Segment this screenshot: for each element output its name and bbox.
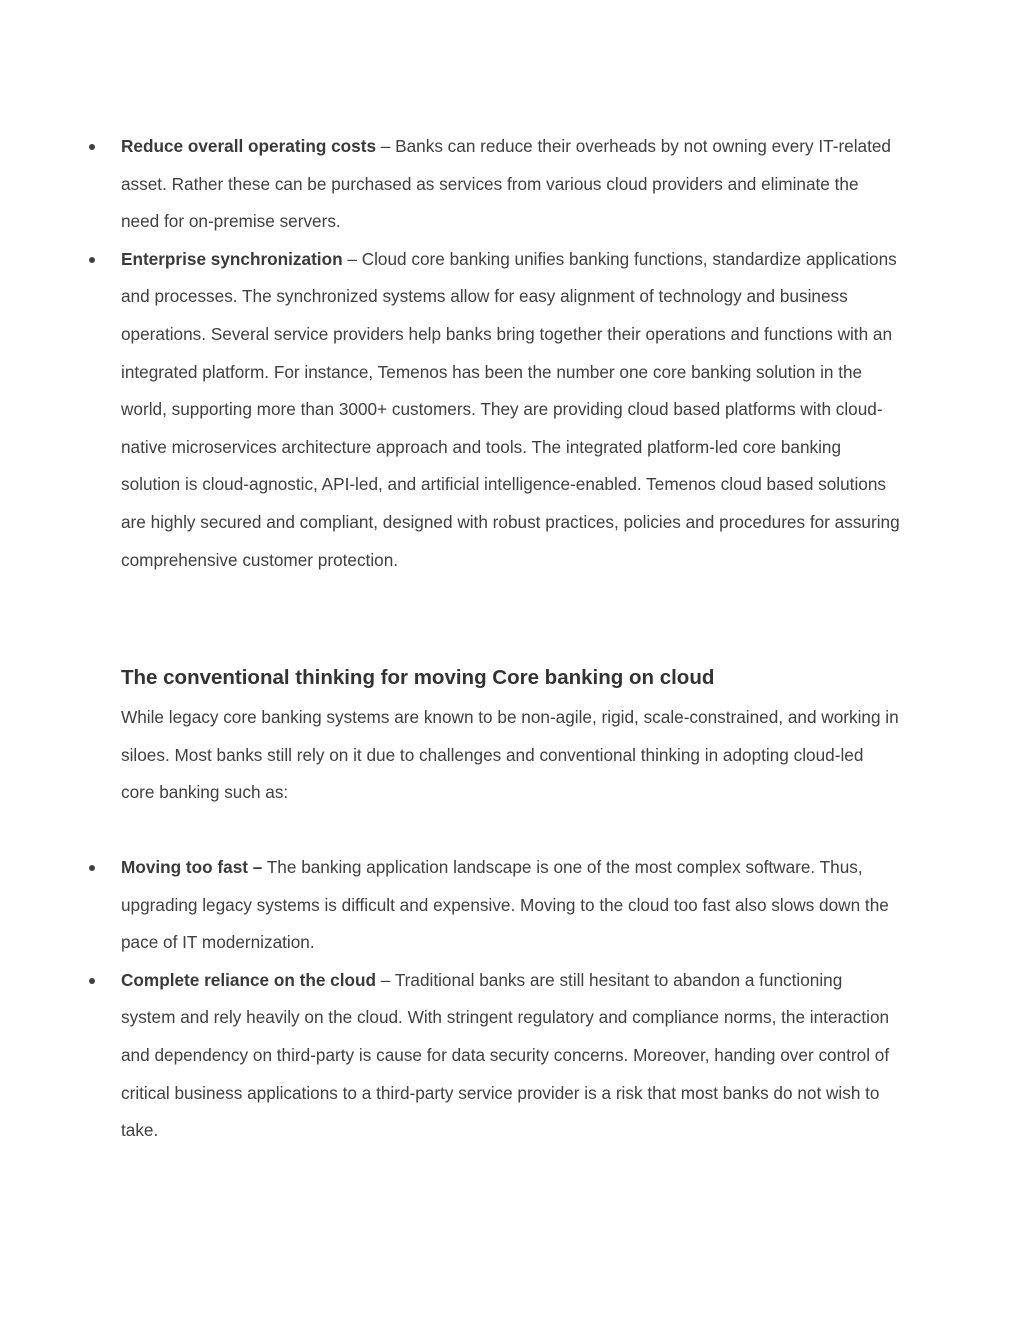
list-item [0,849,901,962]
section-intro: While legacy core banking systems are known to be non-agile, rigid, scale-constrained, and working in siloes. Most banks still rely on it due to challenges and conventional thinking in adopting cloud-led core banking such as: [121,707,899,803]
item-separator: – [342,248,362,269]
item-title: Reduce overall operating costs [121,136,377,156]
item-text: Traditional banks are still hesitant to abandon a functioning system and rely heavily on the cloud. With stringent regulatory and compliance norms, the interaction and dependency on third-party is cause for data security concerns. Moreover, handing over control of critical business applications to a third-party service provider is a risk that most banks do not wish to take. [121,969,890,1141]
bullet-icon [89,978,95,984]
item-title: Enterprise synchronization [121,248,343,269]
item-text: Cloud core banking unifies banking functions, standardize applications and processes. The synchronized systems allow for easy alignment of technology and business operations. Several service providers help banks bring together their operations and functions with an integrated platform. For instance, Temenos has been the number one core banking solution in the world, supporting more than 3000+ customers. They are providing cloud based platforms with cloud-native microservices architecture approach and tools. The integrated platform-led core banking solution is cloud-agnostic, API-led, and artificial intelligence-enabled. Temenos cloud based solutions are highly secured and compliant, designed with robust practices, policies and procedures for assuring comprehensive customer protection. [121,248,900,570]
challenges-list [0,849,1024,1150]
benefits-list [0,128,1024,579]
item-title: Complete reliance on the cloud [121,969,376,990]
section-heading: The conventional thinking for moving Core banking on cloud [121,666,715,689]
bullet-icon [89,865,95,871]
list-item [0,962,901,1150]
item-title: Moving too fast – [121,857,263,877]
item-separator: – [376,136,396,156]
item-separator: – [376,969,395,990]
bullet-icon [89,257,95,263]
list-item [0,241,901,579]
item-text: The banking application landscape is one of the most complex software. Thus, upgrading legacy systems is difficult and expensive. Moving to the cloud too fast also slows down the pace of IT modernization. [121,857,889,953]
item-text: Banks can reduce their overheads by not owning every IT-related asset. Rather these can be purchased as services from various cloud providers and eliminate the need for on-premise servers. [121,136,891,232]
bullet-icon [89,144,95,150]
list-item [0,128,901,241]
